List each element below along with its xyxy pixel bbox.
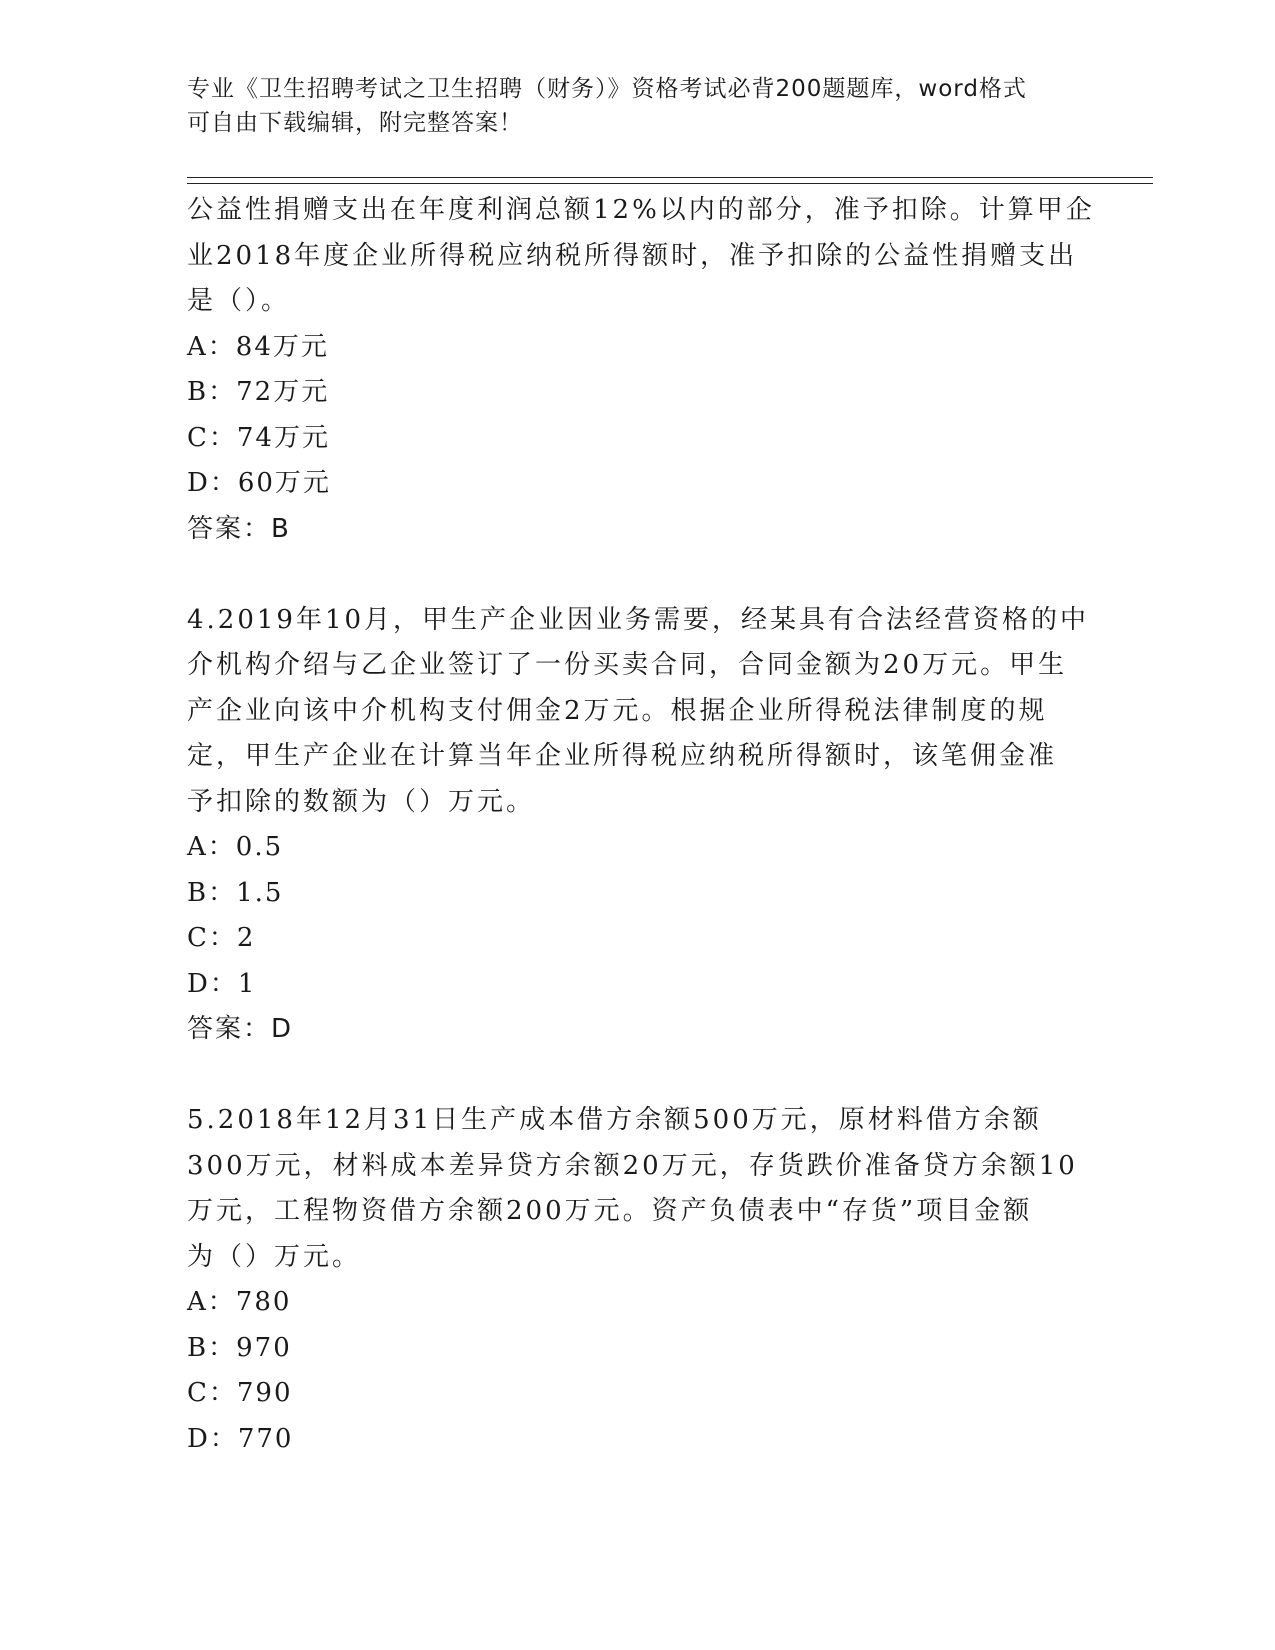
question-4-answer: 答案：D	[187, 1014, 294, 1044]
question-4-stem-line-4: 定，甲生产企业在计算当年企业所得税应纳税所得额时，该笔佣金准	[187, 741, 1058, 771]
question-5-option-a: A：780	[187, 1287, 292, 1317]
question-4-stem-line-1: 4.2019年10月，甲生产企业因业务需要，经某具有合法经营资格的中	[187, 604, 1090, 635]
header-title-line-2: 可自由下载编辑，附完整答案！	[187, 110, 523, 136]
question-4-option-d: D：1	[187, 968, 257, 999]
question-3-option-d: D：60万元	[187, 468, 331, 498]
question-5-option-b: B：970	[187, 1332, 292, 1363]
question-3	[187, 188, 1095, 552]
question-4-stem-line-2: 介机构介绍与乙企业签订了一份买卖合同，合同金额为20万元。甲生	[187, 650, 1068, 680]
question-3-option-b: B：72万元	[187, 377, 330, 407]
header-divider-top	[187, 177, 1153, 178]
question-5-stem-line-4: 为（）万元。	[187, 1241, 362, 1272]
header-divider-bottom	[187, 183, 1153, 184]
question-4	[187, 598, 1090, 1053]
question-3-option-c: C：74万元	[187, 422, 330, 453]
question-4-stem-line-3: 产企业向该中介机构支付佣金2万元。根据企业所得税法律制度的规	[187, 695, 1048, 726]
header-title-line-1: 专业《卫生招聘考试之卫生招聘（财务）》资格考试必背200题题库，word格式	[187, 76, 1027, 102]
question-3-stem-line-1: 公益性捐赠支出在年度利润总额12%以内的部分，准予扣除。计算甲企	[187, 195, 1095, 225]
question-5-option-d: D：770	[187, 1423, 294, 1454]
question-4-stem-line-5: 予扣除的数额为（）万元。	[187, 786, 536, 817]
question-5	[187, 1098, 1087, 1462]
question-3-stem-line-2: 业2018年度企业所得税应纳税所得额时，准予扣除的公益性捐赠支出	[187, 240, 1078, 271]
spacer	[187, 552, 1087, 598]
question-content	[187, 188, 1095, 1462]
question-5-stem-line-1: 5.2018年12月31日生产成本借方余额500万元，原材料借方余额	[187, 1105, 1042, 1135]
question-5-stem-line-2: 300万元，材料成本差异贷方余额20万元，存货跌价准备贷方余额10	[187, 1150, 1078, 1181]
question-3-answer: 答案：B	[187, 513, 291, 544]
question-5-stem-line-3: 万元，工程物资借方余额200万元。资产负债表中“存货”项目金额	[187, 1196, 1033, 1226]
question-4-option-a: A：0.5	[187, 832, 284, 862]
document-header	[187, 72, 1067, 140]
question-3-stem-line-3: 是（）。	[187, 286, 291, 316]
question-4-option-b: B：1.5	[187, 877, 284, 908]
question-5-option-c: C：790	[187, 1378, 293, 1408]
question-4-option-c: C：2	[187, 923, 256, 953]
spacer	[187, 1053, 1087, 1099]
question-3-option-a: A：84万元	[187, 331, 329, 362]
